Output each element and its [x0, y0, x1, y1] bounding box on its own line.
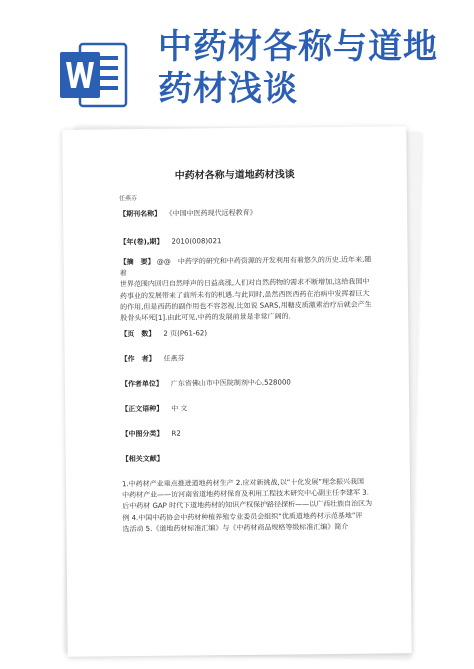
author-value: 任燕芬	[163, 354, 185, 363]
year-field	[119, 236, 221, 248]
related-label: 【相关文献】	[121, 454, 164, 464]
language-label: 【正文语种】	[121, 404, 164, 414]
related-list	[122, 477, 379, 536]
abstract-line-5: 股骨头坏死[1].由此可见,中药的发展前景是非常广阔的.	[120, 312, 291, 323]
language-value: 中 文	[171, 404, 188, 413]
pages-value: 2 页(P61-62)	[163, 329, 208, 338]
pages-field	[120, 328, 207, 340]
abstract	[120, 255, 377, 325]
author-line: 任燕芬	[118, 195, 138, 203]
related-line-1: 1.中药材产业重点推进道地药材生产 2.应对新挑战,以“十化发展”理念振兴我国	[121, 477, 365, 489]
related-line-5: 选活动 5.《道地药材标准汇编》与《中药材商品规格等级标准汇编》简介	[122, 522, 349, 534]
classification-field	[121, 429, 180, 441]
abstract-line-1: @@ 中药学的研究和中药资源的开发利用有着悠久的历史.近年来,随着	[119, 255, 372, 278]
banner-title-line-2: 药材浅谈	[158, 69, 298, 109]
author-label: 【作 者】	[120, 354, 156, 364]
abstract-label: 【摘 要】	[119, 257, 155, 267]
banner-title	[158, 26, 458, 110]
abstract-line-4: 的作用,但是西药的副作用也不容忽视.比如说 SARS,用糖皮质激素治疗后就会产生	[120, 300, 372, 312]
related-line-4: 例 4.中国中药协会中药材种植养殖专业委员会组织“优质道地药材示范基地”评	[122, 511, 363, 522]
journal-field	[119, 208, 257, 220]
language-field	[121, 404, 187, 416]
journal-value: 《中国中医药现代远程教育》	[169, 208, 257, 218]
related-field	[122, 454, 172, 466]
classification-value: R2	[171, 429, 181, 438]
banner-title-line-1: 中药材各称与道地	[158, 27, 438, 67]
related-line-2: 中药材产业——访河南省道地药材保育及利用工程技术研究中心副主任李建军 3.	[122, 488, 370, 500]
word-logo-icon	[58, 40, 130, 110]
document-page	[62, 126, 411, 657]
document-title: 中药材各称与道地药材浅谈	[174, 169, 295, 182]
year-label: 【年(卷),期】	[119, 237, 164, 247]
banner	[0, 0, 474, 130]
classification-label: 【中图分类】	[121, 429, 164, 439]
pages-label: 【页 数】	[120, 329, 156, 339]
related-line-3: 后中药材 GAP 时代下道地药材的知识产权保护路径探析——以广西壮族自治区为	[122, 499, 373, 511]
abstract-line-3: 药事业的发展带来了前所未有的机遇.与此同时,虽然西医西药在治病中发挥着巨大	[119, 289, 370, 300]
unit-field	[121, 377, 291, 390]
journal-label: 【期刊名称】	[119, 209, 162, 219]
unit-label: 【作者单位】	[120, 379, 163, 389]
year-value: 2010(008)021	[171, 237, 222, 246]
author-field	[121, 354, 185, 366]
unit-value: 广东省佛山市中医院制剂中心,528000	[170, 378, 291, 388]
abstract-line-2: 世界范围内回归自然呼声的日益高涨,人们对自然药物的需求不断增加,这给我国中	[119, 278, 370, 289]
